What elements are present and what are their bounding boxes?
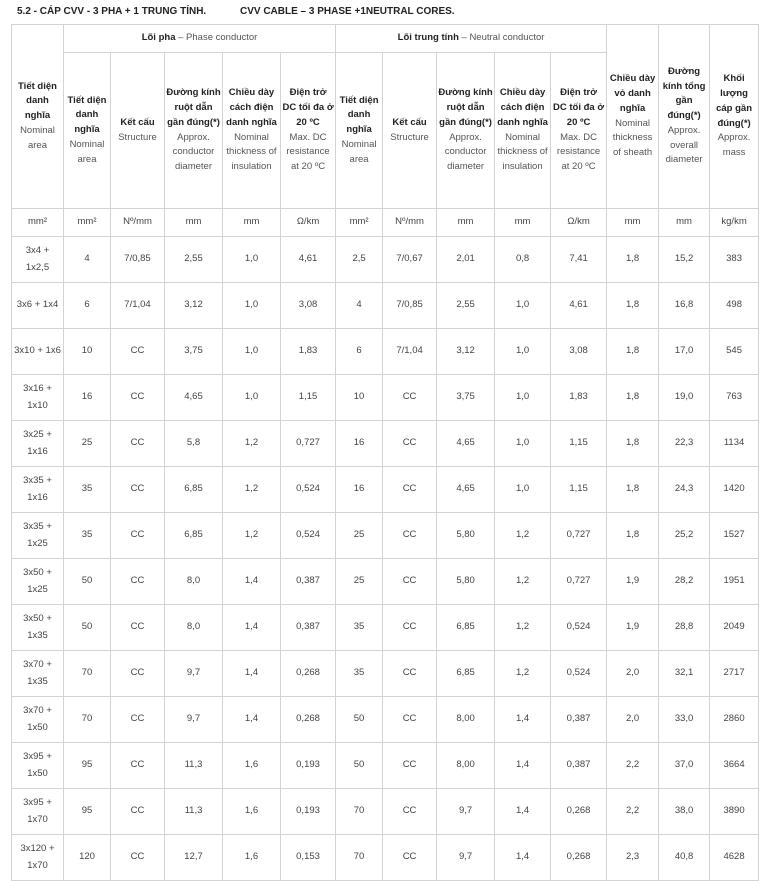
table-cell: 0,8	[495, 237, 551, 283]
table-cell: 50	[64, 605, 111, 651]
table-cell: 0,387	[281, 605, 336, 651]
table-cell: 40,8	[659, 835, 710, 881]
table-cell: 1,0	[223, 283, 281, 329]
table-cell: 1,2	[223, 421, 281, 467]
table-cell: 1,9	[607, 605, 659, 651]
table-cell: 2,3	[607, 835, 659, 881]
table-cell: 0,153	[281, 835, 336, 881]
table-row	[12, 743, 759, 789]
table-cell: CC	[383, 605, 437, 651]
col-mass-header: Khối lượng cáp gần đúng(*) Approx. mass	[710, 25, 759, 209]
table-row	[12, 651, 759, 697]
title-vn: 5.2 - CÁP CVV - 3 PHA + 1 TRUNG TÍNH.	[17, 6, 207, 17]
table-cell: 1,4	[495, 835, 551, 881]
table-cell: 50	[336, 697, 383, 743]
table-cell: 35	[336, 605, 383, 651]
table-cell: 2,2	[607, 743, 659, 789]
table-cell: 0,524	[281, 513, 336, 559]
table-cell: 70	[336, 789, 383, 835]
table-cell: CC	[383, 697, 437, 743]
table-cell: 16	[64, 375, 111, 421]
table-cell: 5,80	[437, 559, 495, 605]
table-cell: 25	[336, 513, 383, 559]
table-cell: 1,8	[607, 237, 659, 283]
table-cell: 35	[336, 651, 383, 697]
table-cell: 3,75	[165, 329, 223, 375]
unit-cell: kg/km	[710, 209, 759, 237]
table-cell: 5,8	[165, 421, 223, 467]
table-cell: 37,0	[659, 743, 710, 789]
table-cell: 4628	[710, 835, 759, 881]
neutral-conductor-diameter-header: Đường kính ruột dẫn gần đúng(*) Approx. conductor diameter	[437, 53, 495, 209]
unit-cell: Nº/mm	[111, 209, 165, 237]
unit-cell: mm	[165, 209, 223, 237]
table-cell: CC	[383, 559, 437, 605]
table-cell: 70	[336, 835, 383, 881]
table-cell: CC	[383, 421, 437, 467]
phase-conductor-diameter-header: Đường kính ruột dẫn gần đúng(*) Approx. conductor diameter	[165, 53, 223, 209]
table-cell: 1527	[710, 513, 759, 559]
table-cell: 1,0	[495, 283, 551, 329]
table-cell: 1,4	[495, 697, 551, 743]
table-cell: 0,193	[281, 789, 336, 835]
table-cell: 35	[64, 467, 111, 513]
table-cell: 2,0	[607, 697, 659, 743]
table-cell: 2,2	[607, 789, 659, 835]
table-cell: 0,268	[281, 697, 336, 743]
phase-insulation-header: Chiều dày cách điện danh nghĩa Nominal thickness of insulation	[223, 53, 281, 209]
cable-size-cell: 3x120 + 1x70	[12, 835, 64, 881]
table-cell: 1,0	[223, 375, 281, 421]
table-cell: 1,15	[281, 375, 336, 421]
table-cell: 0,268	[551, 789, 607, 835]
table-cell: 38,0	[659, 789, 710, 835]
col-overall-diameter-header: Đường kính tổng gần đúng(*) Approx. overall diameter	[659, 25, 710, 209]
table-cell: 22,3	[659, 421, 710, 467]
table-cell: 17,0	[659, 329, 710, 375]
cable-spec-table	[11, 24, 759, 881]
table-cell: 4,61	[551, 283, 607, 329]
table-cell: 11,3	[165, 789, 223, 835]
table-cell: CC	[111, 329, 165, 375]
cable-size-cell: 3x70 + 1x50	[12, 697, 64, 743]
table-cell: 4,65	[165, 375, 223, 421]
title-en: CVV CABLE – 3 PHASE +1NEUTRAL CORES.	[240, 6, 455, 17]
phase-structure-header: Kết cấu Structure	[111, 53, 165, 209]
table-cell: 545	[710, 329, 759, 375]
cable-size-cell: 3x50 + 1x25	[12, 559, 64, 605]
table-cell: CC	[111, 467, 165, 513]
table-cell: 95	[64, 789, 111, 835]
table-cell: 35	[64, 513, 111, 559]
table-cell: 50	[64, 559, 111, 605]
table-body	[12, 237, 759, 881]
table-cell: 0,524	[551, 651, 607, 697]
table-cell: 3,12	[165, 283, 223, 329]
table-cell: 9,7	[165, 697, 223, 743]
table-cell: CC	[111, 513, 165, 559]
table-cell: 6,85	[437, 651, 495, 697]
table-cell: CC	[111, 421, 165, 467]
table-cell: 6	[64, 283, 111, 329]
cable-size-cell: 3x95 + 1x50	[12, 743, 64, 789]
table-cell: 1,4	[495, 789, 551, 835]
neutral-area-header: Tiết diện danh nghĩa Nominal area	[336, 53, 383, 209]
table-row	[12, 605, 759, 651]
table-cell: 4	[64, 237, 111, 283]
table-cell: 25	[336, 559, 383, 605]
table-cell: 498	[710, 283, 759, 329]
unit-cell: Ω/km	[281, 209, 336, 237]
unit-cell: Nº/mm	[383, 209, 437, 237]
table-cell: 12,7	[165, 835, 223, 881]
table-cell: 7/0,85	[383, 283, 437, 329]
table-cell: 1,2	[495, 605, 551, 651]
table-cell: 1,8	[607, 513, 659, 559]
table-cell: 1,2	[495, 559, 551, 605]
cable-size-cell: 3x25 + 1x16	[12, 421, 64, 467]
table-row	[12, 835, 759, 881]
table-cell: 1,15	[551, 421, 607, 467]
cable-size-cell: 3x16 + 1x10	[12, 375, 64, 421]
table-cell: 4	[336, 283, 383, 329]
table-cell: CC	[383, 789, 437, 835]
table-cell: 1,0	[495, 329, 551, 375]
cable-size-cell: 3x6 + 1x4	[12, 283, 64, 329]
table-cell: 6,85	[165, 467, 223, 513]
cable-size-cell: 3x50 + 1x35	[12, 605, 64, 651]
table-cell: CC	[383, 513, 437, 559]
table-cell: 33,0	[659, 697, 710, 743]
table-cell: 0,268	[551, 835, 607, 881]
unit-cell: mm	[223, 209, 281, 237]
table-row	[12, 283, 759, 329]
table-cell: 120	[64, 835, 111, 881]
unit-cell: mm	[607, 209, 659, 237]
table-cell: 1,9	[607, 559, 659, 605]
table-cell: 1,8	[607, 329, 659, 375]
table-cell: CC	[111, 651, 165, 697]
unit-cell: mm	[495, 209, 551, 237]
col-sheath-header: Chiều dày vỏ danh nghĩa Nominal thickness of sheath	[607, 25, 659, 209]
table-cell: 1420	[710, 467, 759, 513]
table-row	[12, 697, 759, 743]
table-cell: 95	[64, 743, 111, 789]
table-cell: 0,387	[551, 743, 607, 789]
cable-size-cell: 3x95 + 1x70	[12, 789, 64, 835]
table-cell: 1,4	[223, 559, 281, 605]
table-row	[12, 513, 759, 559]
table-cell: 0,387	[551, 697, 607, 743]
table-cell: 7/0,67	[383, 237, 437, 283]
table-cell: 32,1	[659, 651, 710, 697]
table-cell: 28,2	[659, 559, 710, 605]
table-cell: 50	[336, 743, 383, 789]
table-cell: 1,2	[495, 513, 551, 559]
neutral-structure-header: Kết cấu Structure	[383, 53, 437, 209]
unit-cell: mm²	[12, 209, 64, 237]
table-cell: CC	[111, 835, 165, 881]
cable-size-cell: 3x4 + 1x2,5	[12, 237, 64, 283]
table-cell: 7/1,04	[111, 283, 165, 329]
unit-cell: Ω/km	[551, 209, 607, 237]
table-cell: CC	[111, 375, 165, 421]
table-cell: 1,0	[495, 375, 551, 421]
table-cell: 16,8	[659, 283, 710, 329]
table-cell: 0,268	[281, 651, 336, 697]
table-row	[12, 237, 759, 283]
table-cell: CC	[111, 789, 165, 835]
phase-group-header: Lõi pha – Phase conductor	[64, 25, 336, 53]
table-cell: 10	[336, 375, 383, 421]
table-cell: 2,55	[437, 283, 495, 329]
table-cell: 4,65	[437, 421, 495, 467]
table-cell: 3664	[710, 743, 759, 789]
table-cell: CC	[383, 375, 437, 421]
table-row	[12, 421, 759, 467]
table-cell: 1,2	[223, 513, 281, 559]
table-cell: CC	[383, 835, 437, 881]
table-cell: 1,0	[223, 329, 281, 375]
cable-size-cell: 3x10 + 1x6	[12, 329, 64, 375]
table-cell: 1,4	[495, 743, 551, 789]
table-cell: 1,83	[551, 375, 607, 421]
table-cell: 3,75	[437, 375, 495, 421]
page-title	[0, 0, 766, 22]
table-cell: 7,41	[551, 237, 607, 283]
table-cell: 1,8	[607, 283, 659, 329]
table-cell: 1,2	[223, 467, 281, 513]
table-cell: 2,01	[437, 237, 495, 283]
table-row	[12, 467, 759, 513]
table-row	[12, 789, 759, 835]
cable-size-cell: 3x35 + 1x16	[12, 467, 64, 513]
table-cell: 2,0	[607, 651, 659, 697]
table-cell: 2049	[710, 605, 759, 651]
table-cell: CC	[383, 743, 437, 789]
table-cell: 0,524	[281, 467, 336, 513]
table-cell: 7/0,85	[111, 237, 165, 283]
table-row	[12, 329, 759, 375]
table-cell: 1,6	[223, 835, 281, 881]
neutral-group-header: Lõi trung tính – Neutral conductor	[336, 25, 607, 53]
phase-area-header: Tiết diện danh nghĩa Nominal area	[64, 53, 111, 209]
unit-cell: mm	[437, 209, 495, 237]
table-cell: 6,85	[165, 513, 223, 559]
table-cell: 7/1,04	[383, 329, 437, 375]
table-cell: 70	[64, 697, 111, 743]
neutral-insulation-header: Chiều dày cách điện danh nghĩa Nominal thickness of insulation	[495, 53, 551, 209]
table-cell: 8,0	[165, 559, 223, 605]
table-cell: 15,2	[659, 237, 710, 283]
table-cell: 8,0	[165, 605, 223, 651]
unit-cell: mm	[659, 209, 710, 237]
table-cell: 1951	[710, 559, 759, 605]
table-cell: 2860	[710, 697, 759, 743]
unit-cell: mm²	[336, 209, 383, 237]
table-cell: 1134	[710, 421, 759, 467]
table-cell: 6	[336, 329, 383, 375]
cable-size-cell: 3x70 + 1x35	[12, 651, 64, 697]
table-cell: 1,6	[223, 789, 281, 835]
table-cell: 763	[710, 375, 759, 421]
table-cell: 16	[336, 421, 383, 467]
col-area-header: Tiết diện danh nghĩa Nominal area	[12, 25, 64, 209]
table-cell: 1,4	[223, 697, 281, 743]
cable-size-cell: 3x35 + 1x25	[12, 513, 64, 559]
table-cell: 0,387	[281, 559, 336, 605]
table-cell: 16	[336, 467, 383, 513]
table-cell: CC	[383, 467, 437, 513]
table-cell: 1,2	[495, 651, 551, 697]
table-cell: 1,4	[223, 605, 281, 651]
table-cell: 1,0	[495, 421, 551, 467]
table-cell: 2,55	[165, 237, 223, 283]
table-cell: CC	[111, 559, 165, 605]
table-cell: 0,193	[281, 743, 336, 789]
table-cell: 1,0	[223, 237, 281, 283]
table-cell: 28,8	[659, 605, 710, 651]
table-cell: 8,00	[437, 743, 495, 789]
table-cell: CC	[111, 743, 165, 789]
table-cell: 24,3	[659, 467, 710, 513]
table-cell: 3,08	[551, 329, 607, 375]
phase-resistance-header: Điện trở DC tối đa ở 20 ºC Max. DC resistance at 20 ºC	[281, 53, 336, 209]
table-cell: 383	[710, 237, 759, 283]
table-cell: 1,15	[551, 467, 607, 513]
table-cell: 1,0	[495, 467, 551, 513]
table-cell: 6,85	[437, 605, 495, 651]
table-cell: 8,00	[437, 697, 495, 743]
table-cell: 2,5	[336, 237, 383, 283]
table-cell: 4,61	[281, 237, 336, 283]
table-cell: 9,7	[437, 835, 495, 881]
table-cell: 3890	[710, 789, 759, 835]
units-row	[12, 209, 759, 237]
table-cell: 1,8	[607, 421, 659, 467]
table-cell: 25,2	[659, 513, 710, 559]
table-cell: 25	[64, 421, 111, 467]
table-cell: 2717	[710, 651, 759, 697]
table-cell: CC	[383, 651, 437, 697]
table-cell: 0,727	[551, 513, 607, 559]
table-cell: 0,727	[551, 559, 607, 605]
table-cell: 1,4	[223, 651, 281, 697]
table-cell: 11,3	[165, 743, 223, 789]
table-cell: 70	[64, 651, 111, 697]
unit-cell: mm²	[64, 209, 111, 237]
table-cell: 1,83	[281, 329, 336, 375]
table-cell: 3,08	[281, 283, 336, 329]
table-row	[12, 375, 759, 421]
table-cell: 1,8	[607, 375, 659, 421]
table-cell: 4,65	[437, 467, 495, 513]
table-cell: 9,7	[165, 651, 223, 697]
table-cell: 0,524	[551, 605, 607, 651]
table-cell: 19,0	[659, 375, 710, 421]
table-cell: 5,80	[437, 513, 495, 559]
table-cell: 9,7	[437, 789, 495, 835]
table-cell: 1,8	[607, 467, 659, 513]
table-cell: CC	[111, 605, 165, 651]
table-cell: 0,727	[281, 421, 336, 467]
table-cell: CC	[111, 697, 165, 743]
table-cell: 10	[64, 329, 111, 375]
table-cell: 1,6	[223, 743, 281, 789]
table-cell: 3,12	[437, 329, 495, 375]
table-row	[12, 559, 759, 605]
neutral-resistance-header: Điện trở DC tối đa ở 20 ºC Max. DC resistance at 20 ºC	[551, 53, 607, 209]
